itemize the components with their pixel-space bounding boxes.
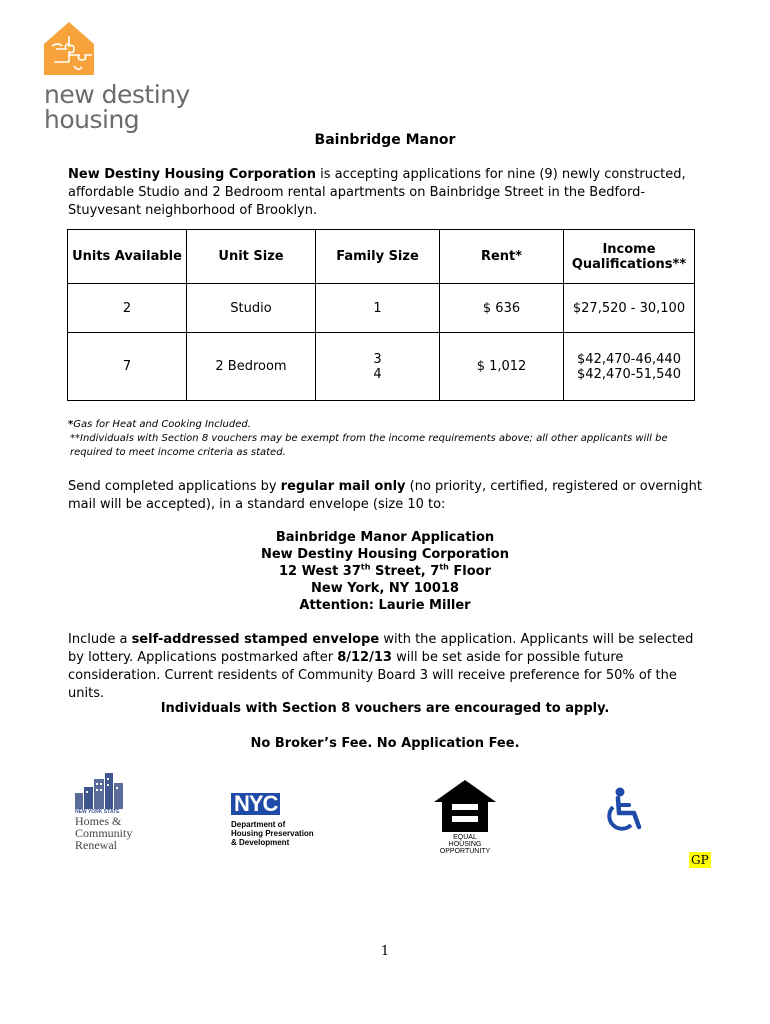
cell-income: $27,520 - 30,100 <box>564 284 695 333</box>
address-sup-1: th <box>360 562 371 572</box>
cell-family: 1 <box>316 284 440 333</box>
note-section8: **Individuals with Section 8 vouchers may be exempt from the income requirements above; all other applicants will be required to meet income criteria as stated. <box>70 433 668 458</box>
hcr-logo <box>75 809 155 851</box>
cell-family-2: 4 <box>373 366 382 382</box>
include-bold-envelope: self-addressed stamped envelope <box>131 632 380 647</box>
address-line-3 <box>0 563 770 580</box>
fees-statement: No Broker’s Fee. No Application Fee. <box>250 736 520 751</box>
intro-org-name: New Destiny Housing Corporation <box>68 167 317 182</box>
mail-post: (no priority, certified, registered or overnight mail will be accepted), in a standard envelope (size 10 to: <box>68 479 702 512</box>
cell-income <box>564 333 695 401</box>
table-row <box>68 284 695 333</box>
address-line-5: Attention: Laurie Miller <box>299 598 471 613</box>
header-unit-size: Unit Size <box>187 230 316 284</box>
eho-line-1: EQUAL HOUSING <box>448 834 482 848</box>
hcr-buildings-icon <box>75 773 127 809</box>
cell-size: 2 Bedroom <box>187 333 316 401</box>
include-paragraph <box>68 631 708 703</box>
eho-line-2: OPPORTUNITY <box>439 848 491 855</box>
intro-text: is accepting applications for nine (9) newly constructed, affordable Studio and 2 Bedroom rental apartments on Bainbridge Street in the Bedford-Stuyvesant neighborhood of Brooklyn. <box>68 167 686 218</box>
logo-line-2: housing <box>44 105 140 134</box>
address-line-1: Bainbridge Manor Application <box>275 530 495 545</box>
page-number: 1 <box>380 944 390 959</box>
address-line-2: New Destiny Housing Corporation <box>260 547 509 562</box>
header-family-size: Family Size <box>316 230 440 284</box>
cell-income-1: $42,470-46,440 <box>577 351 681 367</box>
cell-family-1: 3 <box>373 351 382 367</box>
address-line-4: New York, NY 10018 <box>311 581 459 596</box>
address-line-3a: 12 West 37 <box>279 564 361 579</box>
note-gas <box>68 418 708 432</box>
hcr-community: Community <box>75 826 133 840</box>
hcr-state: NEW YORK STATE <box>75 809 120 815</box>
hcr-renewal: Renewal <box>75 838 117 852</box>
header-income-qualifications: Income Qualifications** <box>564 230 695 284</box>
include-post: will be set aside for possible future consideration. Current residents of Community Board 3 will receive preference for 50% of the units. <box>68 650 677 701</box>
cell-income-2: $42,470-51,540 <box>577 366 681 382</box>
hpd-line-1: Department of <box>231 820 286 829</box>
page-title: Bainbridge Manor <box>314 132 456 148</box>
hcr-homes: Homes & <box>75 814 122 828</box>
wheelchair-accessibility-icon <box>604 787 646 833</box>
hpd-logo-text <box>231 820 314 847</box>
intro-paragraph <box>68 166 708 220</box>
new-destiny-puzzle-house-icon <box>44 22 94 75</box>
include-mid: with the application. Applicants will be selected by lottery. Applications postmarked after <box>68 632 694 665</box>
header-units-available: Units Available <box>68 230 187 284</box>
note-gas-text: Gas for Heat and Cooking Included. <box>73 419 251 430</box>
hpd-line-2: Housing Preservation <box>231 829 314 838</box>
mail-pre: Send completed applications by <box>68 479 281 494</box>
nyc-logo: NYC <box>231 793 280 815</box>
equal-housing-text <box>436 834 494 855</box>
cell-rent: $ 1,012 <box>440 333 564 401</box>
table-row <box>68 333 695 401</box>
table-notes <box>68 418 708 460</box>
gp-mark: GP <box>691 853 709 867</box>
cell-family <box>316 333 440 401</box>
mail-bold: regular mail only <box>280 479 406 494</box>
include-pre: Include a <box>68 632 132 647</box>
note-star: * <box>68 419 74 430</box>
address-line-3b: Street, 7 <box>370 564 440 579</box>
section8-statement: Individuals with Section 8 vouchers are encouraged to apply. <box>160 701 610 716</box>
new-destiny-logo-text <box>44 82 190 132</box>
cell-size: Studio <box>187 284 316 333</box>
logo-line-1: new destiny <box>44 80 190 109</box>
mail-instructions <box>68 478 708 514</box>
hpd-line-3: & Development <box>231 838 290 847</box>
address-line-3c: Floor <box>448 564 491 579</box>
include-bold-date: 8/12/13 <box>337 650 392 665</box>
equal-housing-icon <box>434 780 496 838</box>
cell-rent: $ 636 <box>440 284 564 333</box>
units-table <box>67 229 695 401</box>
mailing-address <box>0 529 770 614</box>
header-rent: Rent* <box>440 230 564 284</box>
address-sup-2: th <box>439 562 449 572</box>
cell-units: 7 <box>68 333 187 401</box>
table-header-row <box>68 230 695 284</box>
cell-units: 2 <box>68 284 187 333</box>
